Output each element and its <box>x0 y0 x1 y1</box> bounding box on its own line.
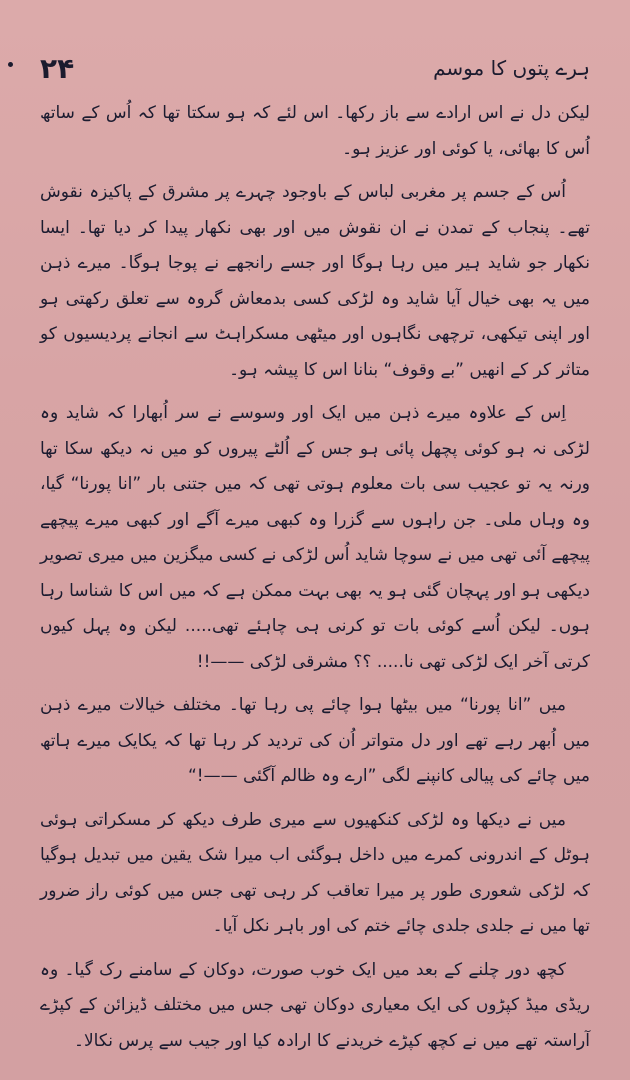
paragraph: اِس کے علاوہ میرے ذہن میں ایک اور وسوسے نے سر اُبھارا کہ شاید وہ لڑکی نہ ہو کوئی پچھل پائی ہو جس کے اُلٹے پیروں کو میں نہ دیکھ سکا تھا ورنہ یہ تو عجیب سی بات معلوم ہوتی تھی کہ میں جتنی بار ”انا پورنا“ گیا، وہ وہاں ملی۔ جن راہوں سے گزرا وہ کبھی میرے آگے اور کبھی میرے پیچھے پیچھے آئی تھی میں نے سوچا شاید اُس لڑکی نے کسی میگزین میں میری تصویر دیکھی ہو اور پہچان گئی ہو یہ بھی بہت ممکن ہے کہ میں اس کا شناسا رہا ہوں۔ لیکن اُسے کوئی بات تو کرنی ہی چاہئے تھی..... لیکن وہ پہل کیوں کرتی آخر ایک لڑکی تھی نا..... ؟؟ مشرقی لڑکی ——!! <box>40 403 590 672</box>
running-title: ہرے پتوں کا موسم <box>433 56 590 80</box>
paragraph: میں نے دیکھا وہ لڑکی کنکھیوں سے میری طرف دیکھ کر مسکراتی ہوئی ہوٹل کے اندرونی کمرے میں داخل ہوگئی اب میرا شک یقین میں تبدیل ہوگیا کہ لڑکی شعوری طور پر میرا تعاقب کر رہی تھی جس میں کوئی راز ضرور تھا میں نے جلدی جلدی چائے ختم کی اور باہر نکل آیا۔ <box>40 809 590 936</box>
paragraph: لیکن دل نے اس ارادے سے باز رکھا۔ اس لئے کہ ہو سکتا تھا کہ اُس کے ساتھ اُس کا بھائی، یا کوئی اور عزیز ہو۔ <box>40 103 590 159</box>
page-body <box>40 96 590 1067</box>
paragraph: میں ”انا پورنا“ میں بیٹھا ہوا چائے پی رہا تھا۔ مختلف خیالات میرے ذہن میں اُبھر رہے تھے اور دل متواتر اُن کی تردید کر رہا تھا کہ یکایک میرے ہاتھ میں چائے کی پیالی کانپنے لگی ”ارے وہ ظالم آگئی ——!“ <box>40 695 590 786</box>
paragraph: کچھ دور چلنے کے بعد میں ایک خوب صورت، دوکان کے سامنے رک گیا۔ وہ ریڈی میڈ کپڑوں کی ایک معیاری دوکان تھی جس میں مختلف ڈیزائن کے کپڑے آراستہ تھے میں نے کچھ کپڑے خریدنے کا ارادہ کیا اور جیب سے پرس نکالا۔ <box>40 959 590 1051</box>
margin-dot <box>8 62 13 67</box>
paragraph: اُس کے جسم پر مغربی لباس کے باوجود چہرے پر مشرق کے پاکیزہ نقوش تھے۔ پنجاب کے تمدن نے ان نقوش میں اور بھی نکھار پیدا کر دیا تھا۔ ایسا نکھار جو شاید ہیر میں رہا ہوگا اور جسے رانجھے نے پوجا ہوگا۔ میرے ذہن میں یہ بھی خیال آیا شاید وہ لڑکی کسی بدمعاش گروہ سے تعلق رکھتی ہو اور اپنی تیکھی، ترچھی نگاہوں اور میٹھی مسکراہٹ سے انجانے پردیسیوں کو متاثر کر کے انھیں ”بے وقوف“ بنانا اس کا پیشہ ہو۔ <box>40 182 590 380</box>
page-header <box>40 48 590 88</box>
page-number: ۲۴ <box>40 51 75 85</box>
